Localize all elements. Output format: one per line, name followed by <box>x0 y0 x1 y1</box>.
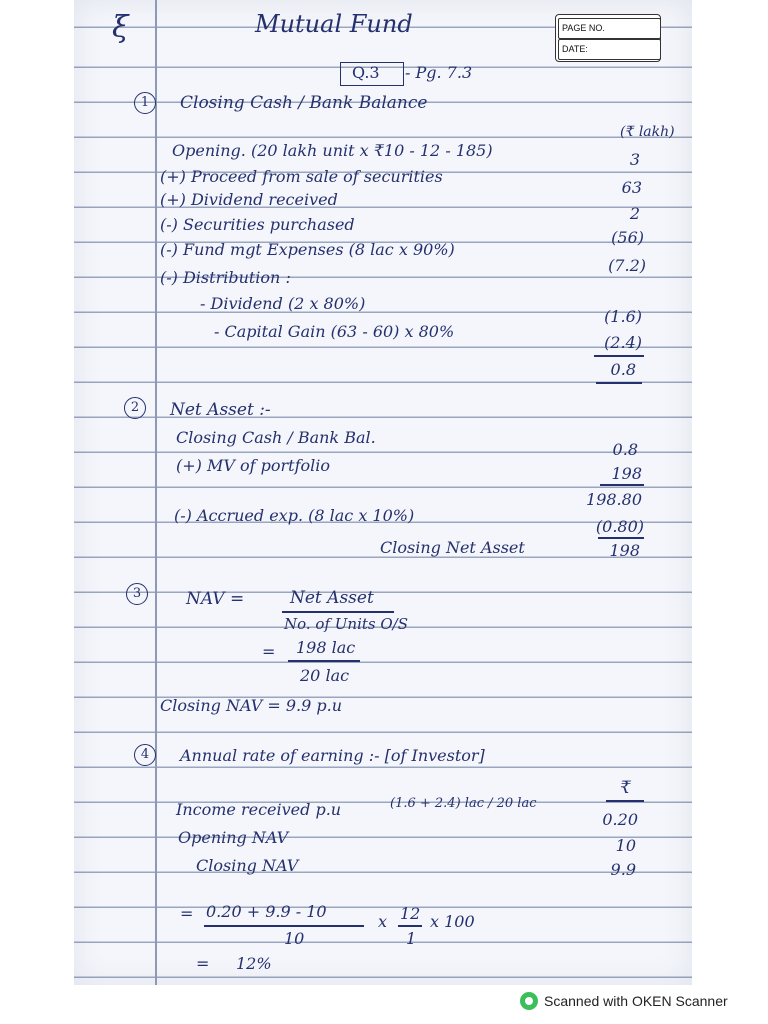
formula-bar <box>204 925 364 927</box>
formula-times-100: x 100 <box>430 912 475 931</box>
section-2-heading: Net Asset :- <box>170 400 271 420</box>
result-value: 12% <box>236 954 272 973</box>
formula-mult-bar <box>398 925 422 927</box>
page-date-box <box>555 14 661 62</box>
scanner-watermark <box>520 988 728 1014</box>
s2-row-label: (+) MV of portfolio <box>176 456 331 475</box>
question-ref-suffix: - Pg. 7.3 <box>405 63 473 82</box>
formula-times: x <box>378 912 388 931</box>
s1-row-amount: (1.6) <box>604 307 642 326</box>
nav-fraction-bar <box>282 611 394 613</box>
section-3-number: 3 <box>126 583 148 605</box>
s1-row-label: (-) Distribution : <box>160 268 291 287</box>
s4-row-label: Opening NAV <box>178 828 289 847</box>
section-4-unit: ₹ <box>620 778 631 798</box>
nav-denominator: No. of Units O/S <box>284 615 408 633</box>
s4-unit-underline <box>606 800 644 802</box>
section-4-number: 4 <box>134 744 156 766</box>
margin-line <box>155 0 157 985</box>
s1-row-label: Opening. (20 lakh unit x ₹10 - 12 - 185) <box>172 141 493 160</box>
s4-row-amount: 10 <box>615 836 636 855</box>
s1-row-amount: (2.4) <box>604 333 642 352</box>
nav-eq-bar <box>288 660 360 662</box>
nav-eq-denominator: 20 lac <box>300 666 350 685</box>
s1-row-amount: 63 <box>621 178 642 197</box>
s2-row-label: Closing Net Asset <box>380 538 525 557</box>
s2-row-label: Closing Cash / Bank Bal. <box>176 428 376 447</box>
s1-total-underline <box>596 382 642 384</box>
s2-row-amount: (0.80) <box>595 517 644 536</box>
s2-row-amount: 198 <box>611 464 642 483</box>
formula-denominator: 10 <box>284 929 305 948</box>
s2-row-amount: 198.80 <box>586 490 642 509</box>
s1-row-amount: (7.2) <box>608 256 646 275</box>
s4-row-amount: 0.20 <box>602 810 638 829</box>
s1-row-label: - Capital Gain (63 - 60) x 80% <box>214 322 455 341</box>
s4-row-amount: 9.9 <box>610 860 636 879</box>
s1-row-label: (+) Dividend received <box>160 190 338 209</box>
s1-total: 0.8 <box>610 360 636 379</box>
date-label: DATE: <box>558 39 661 60</box>
s4-row-label: Income received p.u <box>176 800 342 819</box>
page-title: Mutual Fund <box>255 10 413 38</box>
formula-mult-numerator: 12 <box>400 904 421 923</box>
s2-row-amount: 198 <box>609 541 640 560</box>
closing-nav: Closing NAV = 9.9 p.u <box>160 696 343 715</box>
s1-row-amount: 2 <box>629 204 640 223</box>
nav-eq-sign: = <box>262 642 276 661</box>
s1-row-label: - Dividend (2 x 80%) <box>200 294 366 313</box>
s1-total-rule <box>594 355 644 357</box>
result-eq-sign: = <box>196 954 210 973</box>
s2-row-label: (-) Accrued exp. (8 lac x 10%) <box>174 506 415 525</box>
nav-numerator: Net Asset <box>290 588 374 608</box>
section-1-unit: (₹ lakh) <box>620 124 675 140</box>
s1-row-amount: (56) <box>611 228 644 247</box>
question-ref: Q.3 <box>352 63 380 82</box>
oken-logo-icon <box>520 992 538 1010</box>
section-1-heading: Closing Cash / Bank Balance <box>180 93 428 113</box>
section-4-heading: Annual rate of earning :- [of Investor] <box>180 746 485 765</box>
formula-mult-denominator: 1 <box>406 929 417 948</box>
formula-numerator: 0.20 + 9.9 - 10 <box>206 902 327 921</box>
formula-eq-sign: = <box>180 904 194 923</box>
s1-row-label: (+) Proceed from sale of securities <box>160 167 443 186</box>
s2-row-amount: 0.8 <box>612 440 638 459</box>
corner-mark: ξ <box>112 10 129 45</box>
nav-label: NAV = <box>186 589 245 609</box>
s4-row-note: (1.6 + 2.4) lac / 20 lac <box>390 796 537 811</box>
s4-row-label: Closing NAV <box>196 856 299 875</box>
section-1-number: 1 <box>134 92 156 114</box>
s1-row-amount: 3 <box>629 150 640 169</box>
scanner-watermark-text: Scanned with OKEN Scanner <box>544 993 728 1009</box>
nav-eq-numerator: 198 lac <box>296 638 356 657</box>
page-no-label: PAGE NO. <box>558 18 661 39</box>
section-2-number: 2 <box>124 397 146 419</box>
s1-row-label: (-) Fund mgt Expenses (8 lac x 90%) <box>160 240 455 259</box>
s2-total-rule <box>598 537 644 539</box>
s1-row-label: (-) Securities purchased <box>160 215 355 234</box>
s2-subtotal-rule <box>600 484 644 486</box>
